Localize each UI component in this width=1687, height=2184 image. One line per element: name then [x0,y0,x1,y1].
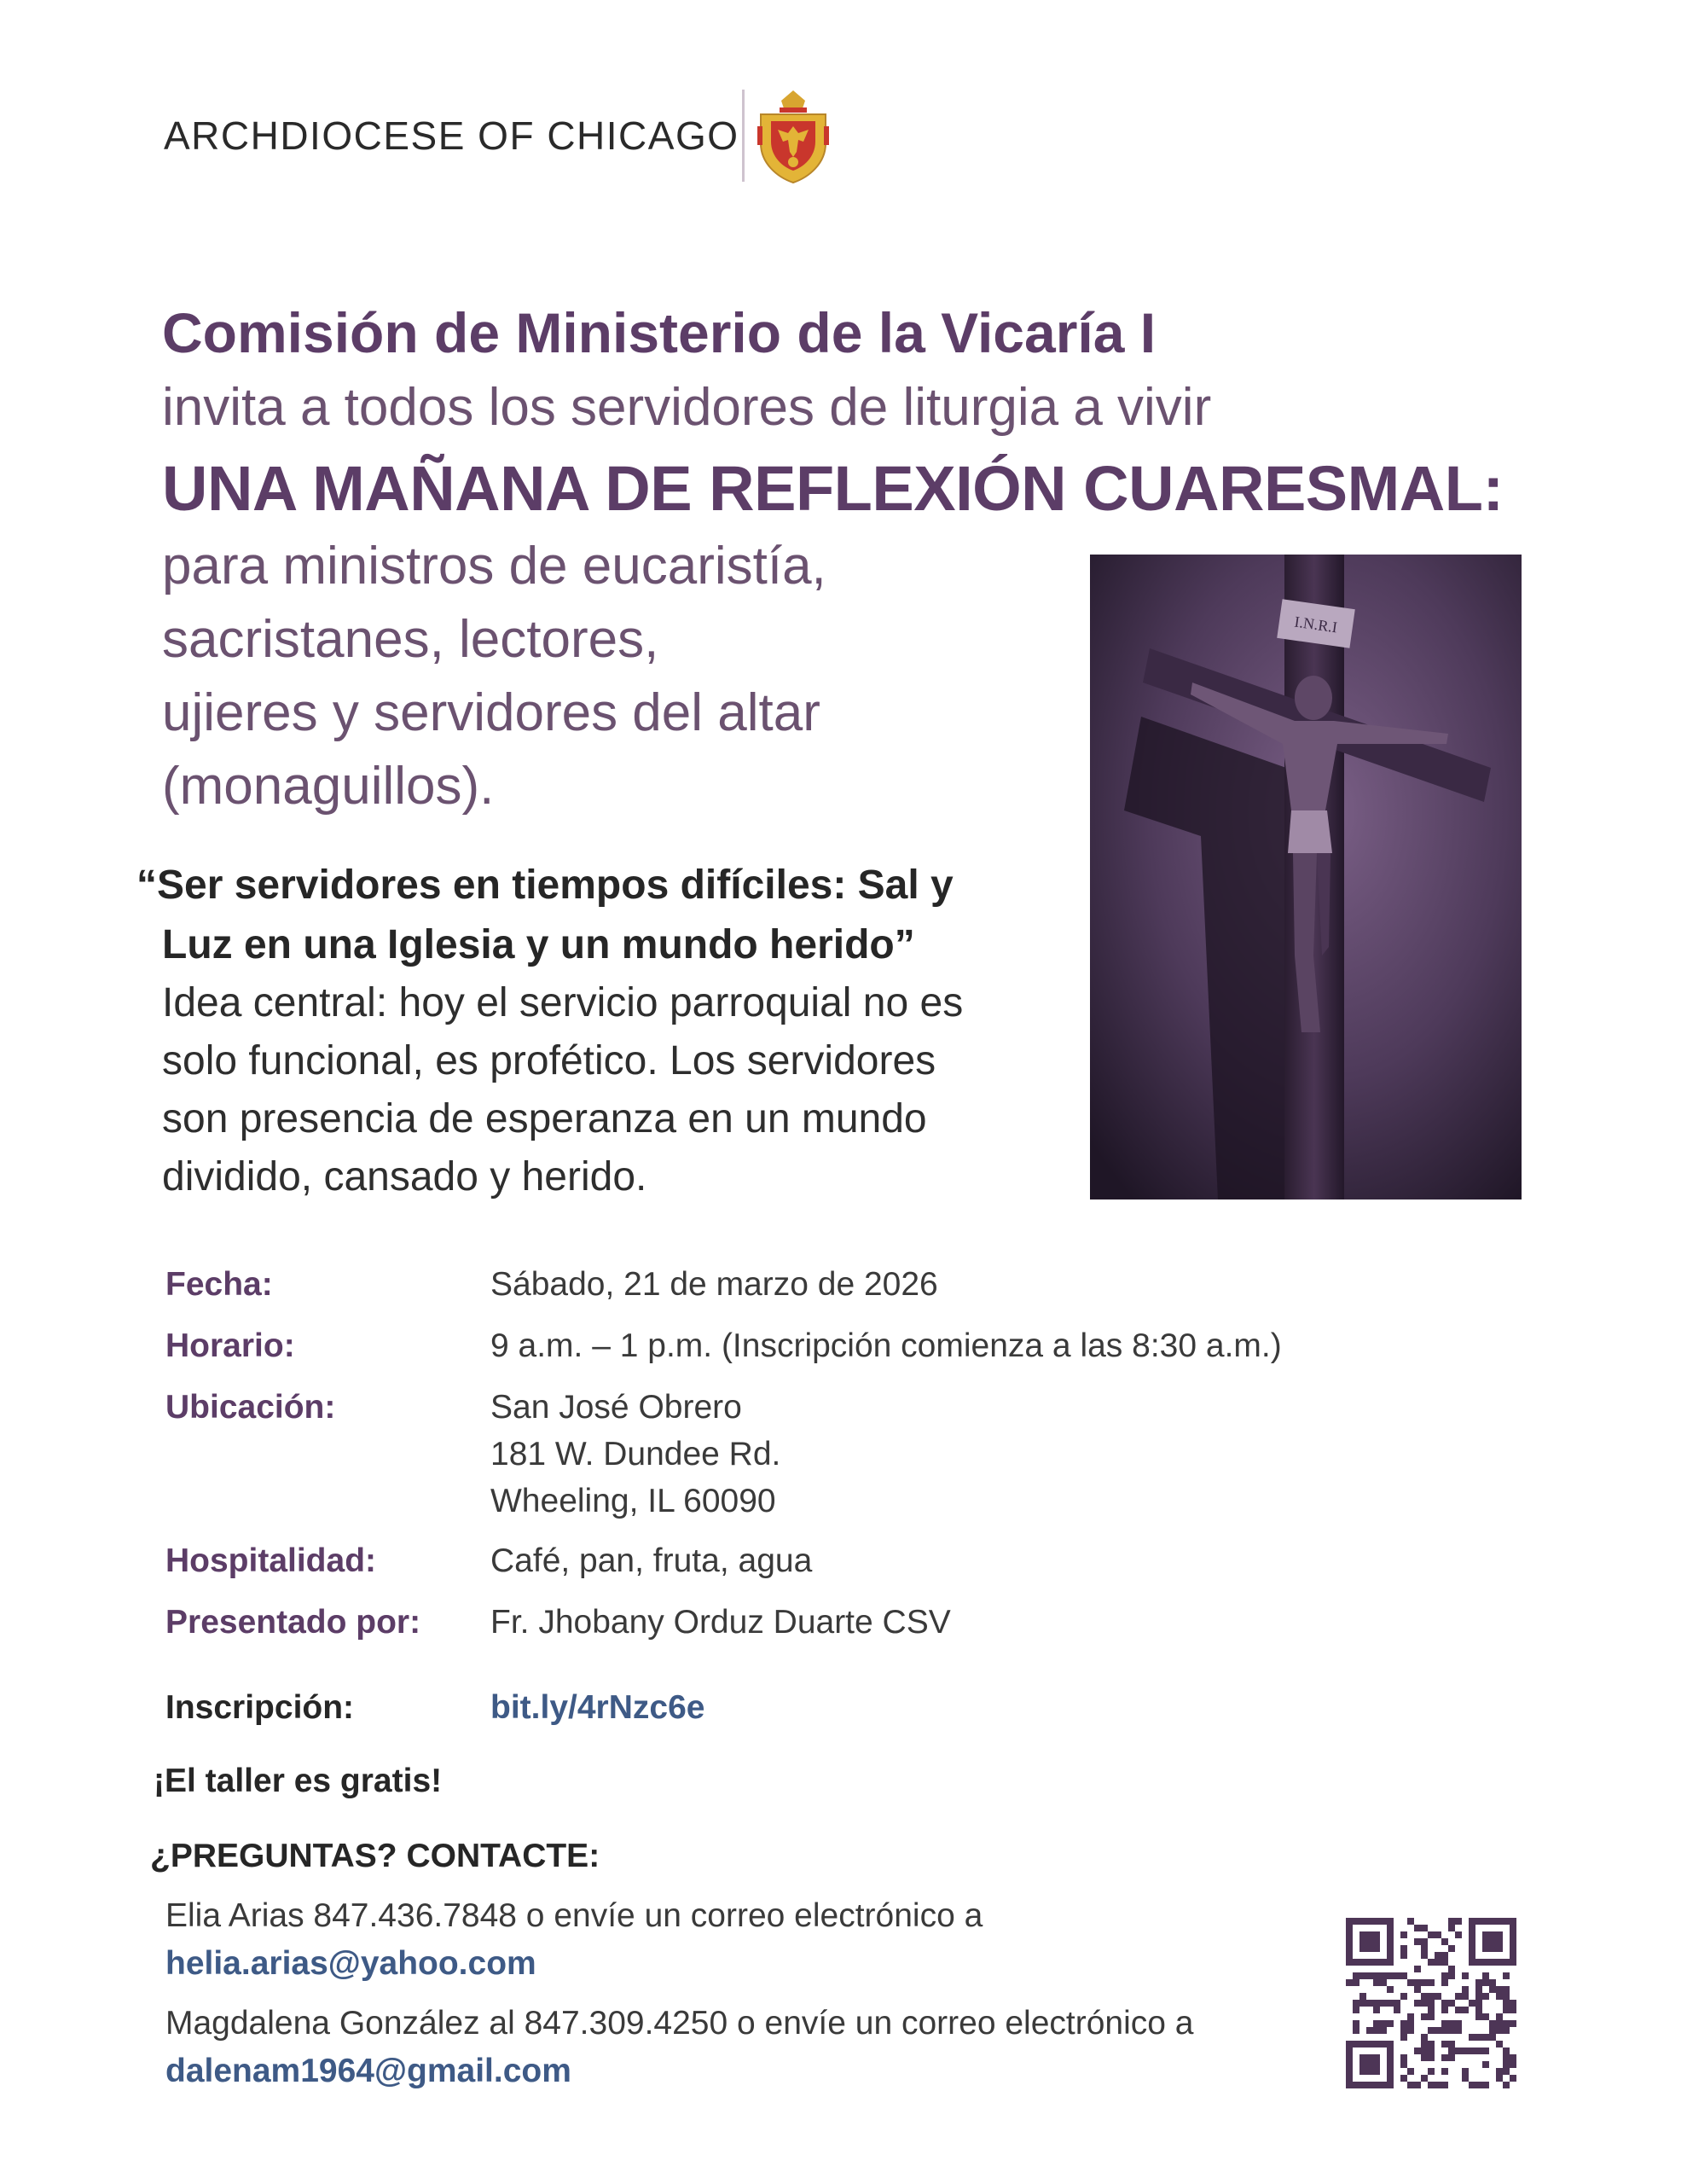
location-line: 181 W. Dundee Rd. [490,1436,781,1472]
commission-title: Comisión de Ministerio de la Vicaría I [162,301,1157,364]
presenter-label: Presentado por: [165,1604,421,1641]
audience-line: (monaguillos). [162,757,495,816]
invite-line: invita a todos los servidores de liturgia a vivir [162,378,1212,437]
idea-line: solo funcional, es profético. Los servidores [162,1038,936,1083]
free-workshop-note: ¡El taller es gratis! [154,1763,443,1799]
time-value: 9 a.m. – 1 p.m. (Inscripción comienza a las 8:30 a.m.) [490,1327,1282,1364]
quote-line: Luz en una Iglesia y un mundo herido” [162,922,915,967]
registration-label: Inscripción: [165,1689,355,1726]
inri-sign: I.N.R.I [1293,613,1339,636]
contact-email-2[interactable]: dalenam1964@gmail.com [165,2053,571,2089]
hospitality-value: Café, pan, fruta, agua [490,1542,813,1579]
audience-line: ujieres y servidores del altar [162,683,820,742]
contact-person-1: Elia Arias 847.436.7848 o envíe un correo electrónico a [165,1897,983,1934]
location-label: Ubicación: [165,1389,336,1426]
organization-name: ARCHDIOCESE OF CHICAGO [164,113,739,158]
idea-line: Idea central: hoy el servicio parroquial no es [162,980,964,1025]
date-value: Sábado, 21 de marzo de 2026 [490,1266,938,1303]
date-label: Fecha: [165,1266,273,1303]
time-label: Horario: [165,1327,295,1364]
header-divider [742,90,745,182]
qr-code-icon[interactable] [1346,1918,1516,2088]
presenter-value: Fr. Jhobany Orduz Duarte CSV [490,1604,951,1641]
crucifix-image [1090,555,1522,1199]
location-line: Wheeling, IL 60090 [490,1483,776,1519]
contact-person-2: Magdalena González al 847.309.4250 o envíe un correo electrónico a [165,2005,1194,2042]
contact-heading: ¿PREGUNTAS? CONTACTE: [150,1838,600,1874]
registration-link[interactable]: bit.ly/4rNzc6e [490,1689,705,1726]
audience-line: sacristanes, lectores, [162,610,659,669]
idea-line: dividido, cansado y herido. [162,1154,647,1199]
contact-email-1[interactable]: helia.arias@yahoo.com [165,1945,536,1982]
audience-line: para ministros de eucaristía, [162,537,826,595]
hospitality-label: Hospitalidad: [165,1542,377,1579]
quote-line: “Ser servidores en tiempos difíciles: Sal y [136,863,954,908]
archdiocese-crest-icon [754,89,832,184]
event-title: UNA MAÑANA DE REFLEXIÓN CUARESMAL: [162,453,1504,524]
location-line: San José Obrero [490,1389,742,1426]
idea-line: son presencia de esperanza en un mundo [162,1096,927,1141]
